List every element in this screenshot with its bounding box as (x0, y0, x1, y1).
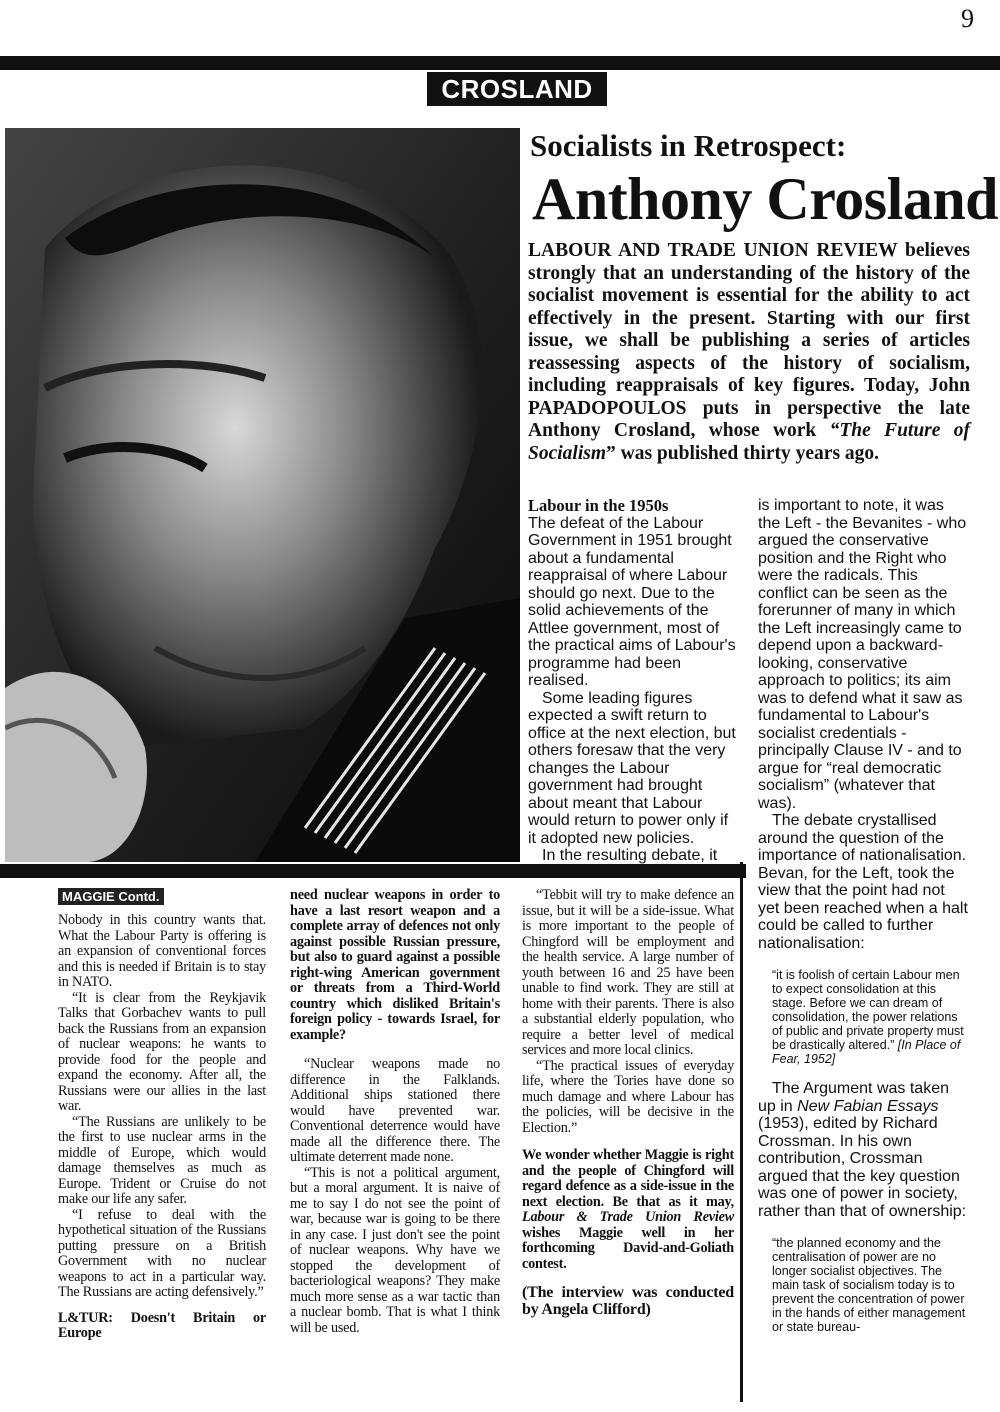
maggie-column-2 (290, 888, 500, 1336)
column-rule (740, 862, 743, 1402)
maggie-column-1 (58, 913, 266, 1342)
maggie-paragraph: “The Russians are unlikely to be the first to use nuclear arms in the middle of Europe, which would damage themselves as much as Europe. Trident or Cruise do not make our life any safer. (58, 1113, 266, 1207)
maggie-paragraph: “Tebbit will try to make defence an issue, but it will be a side-issue. What is more important to the people of Chingford will be employment and the health service. A large number of youth between 16 and 25 have been unable to find work. They are still at home with their parents. There is also a substantial elderly population, who require a better level of medical services and more local clinics. (522, 887, 734, 1058)
article-subhead: Labour in the 1950s (528, 496, 669, 515)
article-column-2 (758, 497, 970, 1334)
article-column-1 (528, 497, 736, 865)
article-paragraph: In the resulting debate, it (542, 847, 718, 864)
section-label: CROSLAND (427, 72, 607, 106)
crossman-quote: “the planned economy and the centralisation of power are no longer socialist objectives. The main task of socialism today is to prevent the concentration of power in the hands of either management or state bureau- (772, 1236, 966, 1334)
article-paragraph: is important to note, it was the Left - the Bevanites - who argued the conservative position and the Right who were the radicals. This conflict can be seen as the forerunner of many in which the Left increasingly came to depend upon a backward-looking, conservative approach to politics; its aim was to defend what it saw as fundamental to Labour's socialist credentials - principally Clause IV - and to argue for “real democratic socialism” (whatever that was). (758, 497, 967, 812)
maggie-paragraph: “This is not a political argument, but a moral argument. It is naive of me to say I do not see the point of war, because war is going to be there in any case. I just don't see the point of nuclear weapons. Why have we stopped the development of bacteriological weapons? They make much more sense as a war tactic than a nuclear bomb. That is what I think will be used. (290, 1164, 500, 1336)
maggie-question: need nuclear weapons in order to have a last resort weapon and a complete array of defences not only against possible Russian pressure, but also to guard against a possible right-wing American government or threats from a Third-World country which disliked Britain's foreign policy - towards Israel, for example? (290, 887, 500, 1043)
interview-credit: (The interview was conducted by Angela Clifford) (522, 1284, 734, 1318)
publication-title: Labour & Trade Union Review (522, 1209, 734, 1225)
editorial-text: We wonder whether Maggie is right and the people of Chingford will regard defence as a side-issue in the next election. Be that as it may, (522, 1147, 734, 1210)
article-headline: Anthony Crosland (532, 166, 999, 232)
book-title: New Fabian Essays (797, 1097, 939, 1115)
maggie-paragraph: “I refuse to deal with the hypothetical situation of the Russians putting pressure on a British Government with no nuclear weapons to act in a particular way. The Russians are acting defensively.” (58, 1206, 266, 1300)
maggie-paragraph: “It is clear from the Reykjavik Talks that Gorbachev wants to pull back the Russians from an expansion of nuclear weapons: he wants to provide food for the people and expand the economy. After all, the Russians were our allies in the last war. (58, 989, 266, 1114)
portrait-illustration (5, 128, 520, 862)
bevan-quote (772, 968, 966, 1066)
maggie-column-3 (522, 888, 734, 1318)
editorial-text: wishes Maggie well in her forthcoming David-and-Goliath contest. (522, 1224, 734, 1272)
paragraph-text: (1953), edited by Richard Crossman. In his own contribution, Crossman argued that the key question was one of power in society, rather than that of ownership: (758, 1115, 967, 1220)
intro-book-title: “The Future of Socialism (528, 420, 970, 464)
editorial-note (522, 1148, 734, 1272)
maggie-question: L&TUR: Doesn't Britain or Europe (58, 1309, 266, 1341)
maggie-paragraph: Nobody in this country wants that. What the Labour Party is offering is an expansion of conventional forces and this is needed if Britain is to stay in NATO. (58, 912, 266, 990)
maggie-continued-badge: MAGGIE Contd. (58, 888, 164, 905)
maggie-paragraph: “The practical issues of everyday life, where the Tories have done so much damage and where Labour has the policies, will be decisive in the Election.” (522, 1057, 734, 1136)
article-paragraph: Some leading figures expected a swift return to office at the next election, but others foresaw that the very changes the Labour government had brought about meant that Labour would return to power only if it adopted new policies. (528, 689, 736, 847)
bevan-quote-text: “it is foolish of certain Labour men to expect consolidation at this stage. Before we can dream of consolidation, the power relations of public and private property must be drastically altered.” (772, 968, 964, 1052)
bevan-quote-citation: [In Place of Fear, 1952] (772, 1038, 961, 1066)
article-paragraph: The defeat of the Labour Government in 1951 brought about a fundamental reappraisal of where Labour should go next. Due to the solid achievements of the Attlee government, most of the practical aims of Labour's programme had been realised. (528, 514, 736, 689)
article-paragraph (758, 1080, 970, 1220)
intro-text: LABOUR AND TRADE UNION REVIEW believes strongly that an understanding of the history of the socialist movement is essential for the ability to act effectively in the present. Starting with our first issue, we shall be publishing a series of articles reassessing aspects of the history of socialism, including reappraisals of key figures. Today, John PAPADOPOULOS puts in perspective the late Anthony Crosland, whose work (528, 240, 970, 441)
portrait-photo (5, 128, 520, 862)
paragraph-text: The Argument was taken up in (758, 1080, 949, 1115)
top-rule (0, 56, 1000, 70)
article-kicker: Socialists in Retrospect: (530, 128, 847, 163)
intro-text-end: ” was published thirty years ago. (606, 442, 880, 464)
article-intro (528, 240, 970, 465)
page-number: 9 (961, 4, 974, 33)
maggie-paragraph: “Nuclear weapons made no difference in the Falklands. Additional ships stationed there would have prevented war. Conventional deterrence would have made all the difference there. The ultimate deterrent made none. (290, 1056, 500, 1165)
article-paragraph: The debate crystallised around the question of the importance of nationalisation. Bevan, for the Left, took the view that the point had not yet been reached when a halt could be called to further nationalisation: (758, 812, 968, 952)
section-divider (0, 864, 746, 878)
